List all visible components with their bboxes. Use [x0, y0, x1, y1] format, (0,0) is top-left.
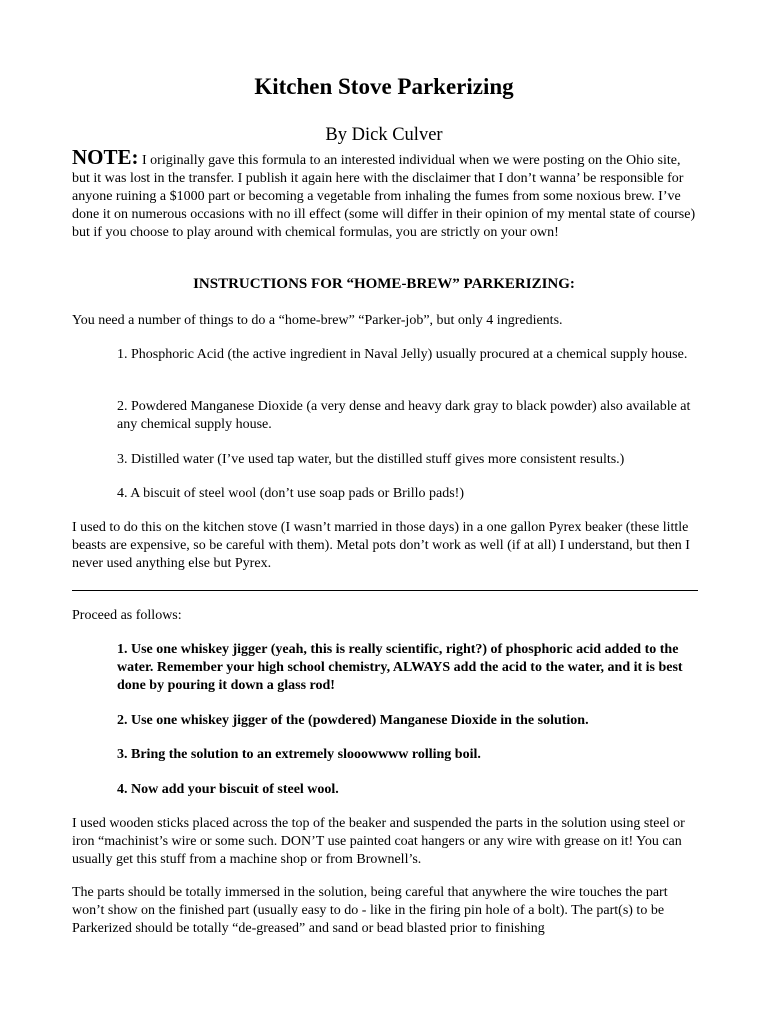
step-item: 4. Now add your biscuit of steel wool. — [117, 782, 339, 797]
horizontal-divider — [72, 590, 698, 591]
step-item: 1. Use one whiskey jigger (yeah, this is really scientific, right?) of phosphoric acid added to the water. Remember your high school chemistry, ALWAYS add the acid to the water, and it is best done by pouring it down a glass rod! — [117, 642, 683, 693]
instructions-heading: INSTRUCTIONS FOR “HOME-BREW” PARKERIZING: — [193, 276, 575, 292]
proceed-intro: Proceed as follows: — [72, 608, 182, 623]
note-text: I originally gave this formula to an interested individual when we were posting on the Ohio site, but it was lost in the transfer. I publish it again here with the disclaimer that I don’t wanna’ be responsible for anyone ruining a $1000 part or becoming a vegetable from inhaling the fumes from some noxious brew. I’ve done it on numerous occasions with no ill effect (some will differ in their opinion of my mental state of course) but if you choose to play around with chemical formulas, you are strictly on your own! — [72, 153, 696, 240]
immersion-paragraph: The parts should be totally immersed in the solution, being careful that anywhere the wire touches the part won’t show on the finished part (usually easy to do - like in the firing pin hole of a bolt). The part(s) to be Parkerized should be totally “de-greased” and sand or bead blasted prior to finishing — [72, 885, 668, 936]
stove-paragraph: I used to do this on the kitchen stove (I wasn’t married in those days) in a one gallon Pyrex beaker (these little beasts are expensive, so be careful with them). Metal pots don’t work as well (if at all) I understand, but then I never used anything else but Pyrex. — [72, 520, 690, 571]
ingredient-item: 3. Distilled water (I’ve used tap water, but the distilled stuff gives more consistent results.) — [117, 452, 625, 467]
ingredient-item: 2. Powdered Manganese Dioxide (a very dense and heavy dark gray to black powder) also available at any chemical supply house. — [117, 399, 691, 432]
page-title: Kitchen Stove Parkerizing — [254, 74, 514, 99]
ingredient-item: 1. Phosphoric Acid (the active ingredient in Naval Jelly) usually procured at a chemical supply house. — [117, 347, 688, 362]
note-label: NOTE: — [72, 145, 139, 169]
ingredients-intro: You need a number of things to do a “home-brew” “Parker-job”, but only 4 ingredients. — [72, 313, 563, 328]
sticks-paragraph: I used wooden sticks placed across the top of the beaker and suspended the parts in the solution using steel or iron “machinist’s wire or some such. DON’T use painted coat hangers or any wire with grease on it! You can usually get this stuff from a machine shop or from Brownell’s. — [72, 816, 685, 867]
step-item: 3. Bring the solution to an extremely slooowwww rolling boil. — [117, 747, 481, 762]
author-byline: By Dick Culver — [325, 125, 443, 145]
note-paragraph — [72, 145, 700, 242]
step-item: 2. Use one whiskey jigger of the (powdered) Manganese Dioxide in the solution. — [117, 713, 589, 728]
ingredient-item: 4. A biscuit of steel wool (don’t use soap pads or Brillo pads!) — [117, 486, 464, 501]
